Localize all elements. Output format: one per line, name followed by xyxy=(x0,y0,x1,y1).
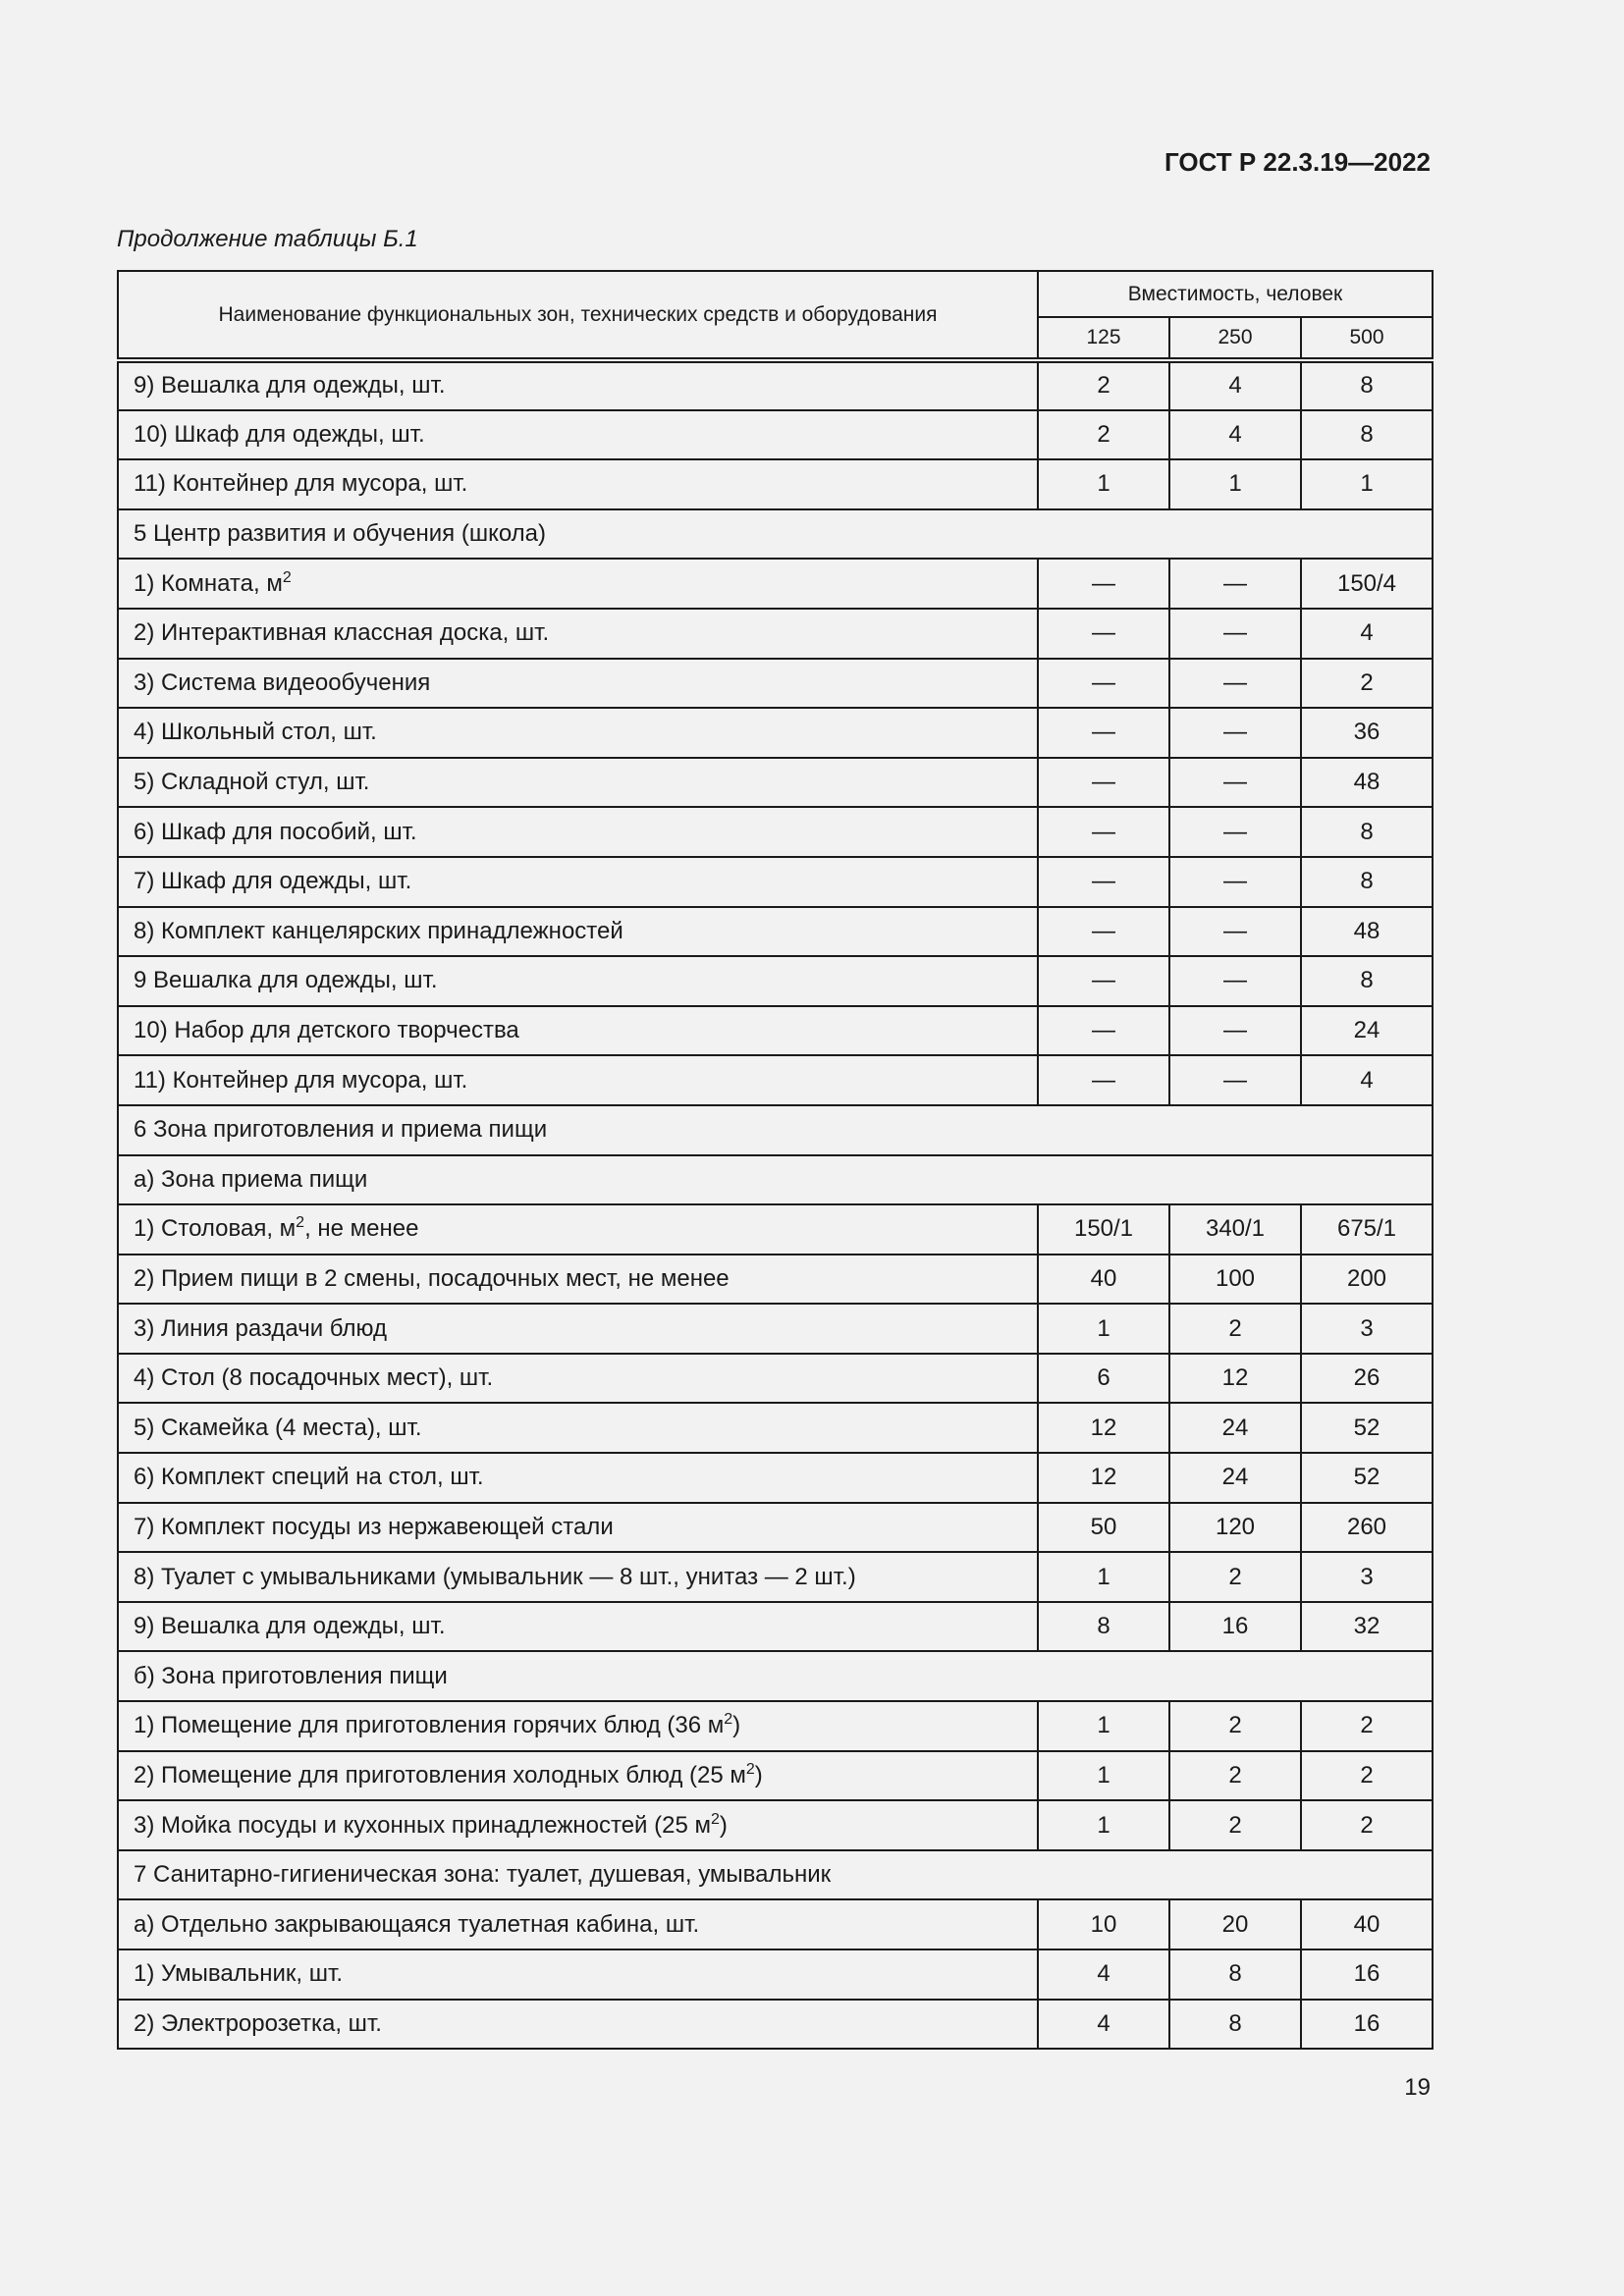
value-cell-125: 50 xyxy=(1038,1503,1169,1553)
value-cell-125: — xyxy=(1038,1055,1169,1105)
table-row xyxy=(118,609,1433,659)
item-name xyxy=(118,1751,1038,1801)
item-name xyxy=(118,907,1038,957)
value-cell-125: — xyxy=(1038,907,1169,957)
item-name xyxy=(118,1552,1038,1602)
value-cell-250: — xyxy=(1169,907,1301,957)
value-cell-250: — xyxy=(1169,1055,1301,1105)
value-cell-250: — xyxy=(1169,1006,1301,1056)
value-cell-125: 40 xyxy=(1038,1255,1169,1305)
item-name xyxy=(118,1006,1038,1056)
item-label: 6) Комплект специй на стол, шт. xyxy=(134,1464,484,1491)
value-cell-250: — xyxy=(1169,609,1301,659)
table-row xyxy=(118,1354,1433,1404)
item-label: 1) Помещение для приготовления горячих блюд (36 м xyxy=(134,1712,725,1739)
item-name xyxy=(118,559,1038,609)
value-cell-500: 675/1 xyxy=(1301,1204,1433,1255)
table-body xyxy=(118,360,1433,2049)
unit-exponent: 2 xyxy=(710,1810,720,1828)
value-cell-250: 340/1 xyxy=(1169,1204,1301,1255)
value-cell-125: — xyxy=(1038,659,1169,709)
value-cell-250: 1 xyxy=(1169,459,1301,509)
value-cell-250: 4 xyxy=(1169,410,1301,460)
value-cell-500: 260 xyxy=(1301,1503,1433,1553)
table-row xyxy=(118,907,1433,957)
table-row xyxy=(118,459,1433,509)
item-name xyxy=(118,1800,1038,1850)
table-row xyxy=(118,708,1433,758)
item-label: 9 Вешалка для одежды, шт. xyxy=(134,967,438,994)
value-cell-125: — xyxy=(1038,758,1169,808)
item-name xyxy=(118,410,1038,460)
section-row xyxy=(118,509,1433,560)
value-cell-500: 48 xyxy=(1301,907,1433,957)
value-cell-500: 8 xyxy=(1301,360,1433,410)
capacity-250-header: 250 xyxy=(1169,317,1301,360)
item-name xyxy=(118,609,1038,659)
value-cell-125: 10 xyxy=(1038,1899,1169,1949)
item-name xyxy=(118,857,1038,907)
item-name xyxy=(118,360,1038,410)
value-cell-500: 40 xyxy=(1301,1899,1433,1949)
value-cell-250: — xyxy=(1169,807,1301,857)
item-name xyxy=(118,1354,1038,1404)
item-name xyxy=(118,459,1038,509)
table-row xyxy=(118,1503,1433,1553)
item-name xyxy=(118,1255,1038,1305)
value-cell-250: 2 xyxy=(1169,1552,1301,1602)
item-name xyxy=(118,1055,1038,1105)
section-title xyxy=(118,509,1433,560)
item-label: 3) Мойка посуды и кухонных принадлежностей (25 м xyxy=(134,1811,711,1839)
item-name xyxy=(118,956,1038,1006)
value-cell-125: 8 xyxy=(1038,1602,1169,1652)
item-name xyxy=(118,708,1038,758)
table-row xyxy=(118,1204,1433,1255)
value-cell-125: 12 xyxy=(1038,1453,1169,1503)
table-row xyxy=(118,1701,1433,1751)
table-row xyxy=(118,1304,1433,1354)
value-cell-500: 36 xyxy=(1301,708,1433,758)
table-row xyxy=(118,1899,1433,1949)
item-label: а) Зона приема пищи xyxy=(134,1165,368,1193)
item-label: 2) Электророзетка, шт. xyxy=(134,2009,382,2037)
value-cell-125: 1 xyxy=(1038,1552,1169,1602)
value-cell-250: — xyxy=(1169,559,1301,609)
item-label: 9) Вешалка для одежды, шт. xyxy=(134,372,446,400)
equipment-table xyxy=(117,270,1434,2050)
value-cell-125: 1 xyxy=(1038,1304,1169,1354)
value-cell-125: 1 xyxy=(1038,1800,1169,1850)
item-name xyxy=(118,807,1038,857)
section-title xyxy=(118,1105,1433,1155)
item-name xyxy=(118,1204,1038,1255)
value-cell-500: 48 xyxy=(1301,758,1433,808)
section-row xyxy=(118,1155,1433,1205)
value-cell-125: 1 xyxy=(1038,1701,1169,1751)
value-cell-125: — xyxy=(1038,956,1169,1006)
document-id: ГОСТ Р 22.3.19—2022 xyxy=(1164,147,1431,177)
item-label: 2) Прием пищи в 2 смены, посадочных мест, не менее xyxy=(134,1264,730,1292)
table-row xyxy=(118,758,1433,808)
value-cell-250: 4 xyxy=(1169,360,1301,410)
item-name xyxy=(118,1453,1038,1503)
table-row xyxy=(118,1602,1433,1652)
table-row xyxy=(118,559,1433,609)
item-label: 3) Линия раздачи блюд xyxy=(134,1314,387,1342)
value-cell-500: 8 xyxy=(1301,807,1433,857)
item-name xyxy=(118,659,1038,709)
item-label: 2) Помещение для приготовления холодных блюд (25 м xyxy=(134,1761,746,1789)
item-label: 10) Шкаф для одежды, шт. xyxy=(134,420,425,448)
capacity-500-header: 500 xyxy=(1301,317,1433,360)
table-row xyxy=(118,1800,1433,1850)
value-cell-500: 2 xyxy=(1301,1800,1433,1850)
item-label: 5) Складной стул, шт. xyxy=(134,769,370,796)
item-label: 11) Контейнер для мусора, шт. xyxy=(134,1066,468,1094)
item-label: 1) Комната, м xyxy=(134,569,283,597)
section-row xyxy=(118,1651,1433,1701)
section-title xyxy=(118,1850,1433,1900)
item-label: 4) Стол (8 посадочных мест), шт. xyxy=(134,1364,494,1392)
value-cell-250: 2 xyxy=(1169,1800,1301,1850)
section-title xyxy=(118,1651,1433,1701)
value-cell-125: — xyxy=(1038,857,1169,907)
value-cell-500: 16 xyxy=(1301,2000,1433,2050)
item-name xyxy=(118,2000,1038,2050)
value-cell-125: — xyxy=(1038,609,1169,659)
value-cell-500: 3 xyxy=(1301,1552,1433,1602)
value-cell-250: 12 xyxy=(1169,1354,1301,1404)
item-label: 6) Шкаф для пособий, шт. xyxy=(134,818,417,845)
value-cell-250: — xyxy=(1169,758,1301,808)
item-label: 7) Комплект посуды из нержавеющей стали xyxy=(134,1513,614,1540)
item-label: 1) Столовая, м xyxy=(134,1215,297,1243)
item-name xyxy=(118,758,1038,808)
capacity-column-header: Вместимость, человек xyxy=(1038,271,1433,317)
value-cell-125: 150/1 xyxy=(1038,1204,1169,1255)
value-cell-500: 52 xyxy=(1301,1453,1433,1503)
value-cell-500: 24 xyxy=(1301,1006,1433,1056)
value-cell-500: 8 xyxy=(1301,956,1433,1006)
value-cell-250: 2 xyxy=(1169,1751,1301,1801)
item-label-suffix: ) xyxy=(754,1761,763,1789)
value-cell-500: 4 xyxy=(1301,609,1433,659)
table-row xyxy=(118,659,1433,709)
item-label: 11) Контейнер для мусора, шт. xyxy=(134,470,468,498)
value-cell-500: 52 xyxy=(1301,1403,1433,1453)
value-cell-250: 24 xyxy=(1169,1453,1301,1503)
value-cell-125: 2 xyxy=(1038,410,1169,460)
value-cell-250: 2 xyxy=(1169,1701,1301,1751)
table-row xyxy=(118,1751,1433,1801)
item-label: 7 Санитарно-гигиеническая зона: туалет, душевая, умывальник xyxy=(134,1861,832,1889)
item-label: 3) Система видеообучения xyxy=(134,668,431,696)
value-cell-125: — xyxy=(1038,559,1169,609)
table-row xyxy=(118,410,1433,460)
section-row xyxy=(118,1105,1433,1155)
item-label: 4) Школьный стол, шт. xyxy=(134,719,377,746)
value-cell-250: 20 xyxy=(1169,1899,1301,1949)
page-number: 19 xyxy=(1404,2074,1431,2101)
value-cell-125: 12 xyxy=(1038,1403,1169,1453)
item-label-suffix: ) xyxy=(732,1712,741,1739)
table-caption: Продолжение таблицы Б.1 xyxy=(117,226,418,252)
value-cell-125: — xyxy=(1038,807,1169,857)
table-row xyxy=(118,1453,1433,1503)
item-name xyxy=(118,1602,1038,1652)
item-label-suffix: , не менее xyxy=(304,1215,419,1243)
table-row xyxy=(118,1006,1433,1056)
table-row xyxy=(118,1403,1433,1453)
item-label: а) Отдельно закрывающаяся туалетная кабина, шт. xyxy=(134,1910,700,1938)
value-cell-500: 3 xyxy=(1301,1304,1433,1354)
section-row xyxy=(118,1850,1433,1900)
item-label: 8) Туалет с умывальниками (умывальник — 8 шт., унитаз — 2 шт.) xyxy=(134,1563,856,1590)
value-cell-500: 8 xyxy=(1301,857,1433,907)
value-cell-250: 8 xyxy=(1169,2000,1301,2050)
item-label: 7) Шкаф для одежды, шт. xyxy=(134,868,412,895)
item-label: 5) Скамейка (4 места), шт. xyxy=(134,1414,422,1441)
item-name xyxy=(118,1403,1038,1453)
value-cell-125: — xyxy=(1038,708,1169,758)
value-cell-250: 2 xyxy=(1169,1304,1301,1354)
table-row xyxy=(118,1255,1433,1305)
value-cell-125: 2 xyxy=(1038,360,1169,410)
value-cell-250: 8 xyxy=(1169,1949,1301,2000)
table-row xyxy=(118,1949,1433,2000)
table-row xyxy=(118,2000,1433,2050)
value-cell-250: — xyxy=(1169,857,1301,907)
capacity-125-header: 125 xyxy=(1038,317,1169,360)
value-cell-250: 100 xyxy=(1169,1255,1301,1305)
item-label: 10) Набор для детского творчества xyxy=(134,1017,519,1044)
value-cell-250: — xyxy=(1169,659,1301,709)
table-row xyxy=(118,807,1433,857)
value-cell-500: 1 xyxy=(1301,459,1433,509)
item-label-suffix: ) xyxy=(719,1811,728,1839)
value-cell-500: 2 xyxy=(1301,659,1433,709)
value-cell-500: 200 xyxy=(1301,1255,1433,1305)
value-cell-125: 1 xyxy=(1038,459,1169,509)
table-row xyxy=(118,956,1433,1006)
item-label: 5 Центр развития и обучения (школа) xyxy=(134,520,547,548)
table-row xyxy=(118,1552,1433,1602)
item-label: 1) Умывальник, шт. xyxy=(134,1960,344,1988)
item-label: 9) Вешалка для одежды, шт. xyxy=(134,1613,446,1640)
value-cell-500: 2 xyxy=(1301,1751,1433,1801)
value-cell-250: 16 xyxy=(1169,1602,1301,1652)
item-label: б) Зона приготовления пищи xyxy=(134,1662,448,1689)
value-cell-500: 8 xyxy=(1301,410,1433,460)
value-cell-125: 4 xyxy=(1038,2000,1169,2050)
unit-exponent: 2 xyxy=(724,1711,733,1729)
table-row xyxy=(118,360,1433,410)
item-name xyxy=(118,1949,1038,2000)
unit-exponent: 2 xyxy=(282,568,292,586)
value-cell-125: 1 xyxy=(1038,1751,1169,1801)
item-name xyxy=(118,1701,1038,1751)
value-cell-500: 26 xyxy=(1301,1354,1433,1404)
value-cell-500: 4 xyxy=(1301,1055,1433,1105)
value-cell-500: 32 xyxy=(1301,1602,1433,1652)
item-label: 8) Комплект канцелярских принадлежностей xyxy=(134,917,623,944)
section-title xyxy=(118,1155,1433,1205)
item-label: 2) Интерактивная классная доска, шт. xyxy=(134,619,550,647)
value-cell-250: 120 xyxy=(1169,1503,1301,1553)
unit-exponent: 2 xyxy=(745,1760,755,1778)
value-cell-125: 4 xyxy=(1038,1949,1169,2000)
value-cell-500: 2 xyxy=(1301,1701,1433,1751)
item-name xyxy=(118,1503,1038,1553)
value-cell-500: 150/4 xyxy=(1301,559,1433,609)
value-cell-250: — xyxy=(1169,956,1301,1006)
value-cell-250: 24 xyxy=(1169,1403,1301,1453)
item-label: 6 Зона приготовления и приема пищи xyxy=(134,1116,548,1144)
item-name xyxy=(118,1304,1038,1354)
value-cell-500: 16 xyxy=(1301,1949,1433,2000)
value-cell-125: — xyxy=(1038,1006,1169,1056)
table-row xyxy=(118,1055,1433,1105)
item-name xyxy=(118,1899,1038,1949)
value-cell-250: — xyxy=(1169,708,1301,758)
table-row xyxy=(118,857,1433,907)
unit-exponent: 2 xyxy=(296,1214,305,1232)
name-column-header: Наименование функциональных зон, технических средств и оборудования xyxy=(118,271,1038,360)
value-cell-125: 6 xyxy=(1038,1354,1169,1404)
